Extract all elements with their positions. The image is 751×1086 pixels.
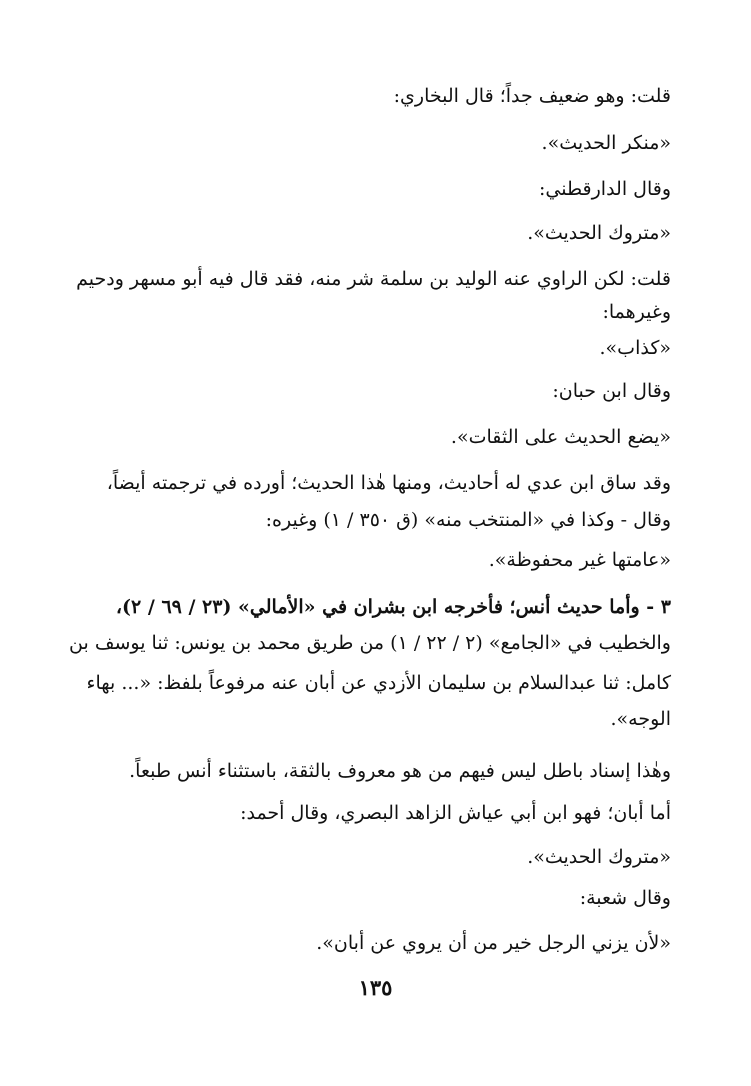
quote-line: «منكر الحديث». [541,132,671,154]
text-line: قلت: لكن الراوي عنه الوليد بن سلمة شر منه، فقد قال فيه أبو مسهر ودحيم [76,268,671,290]
text-line: وقد ساق ابن عدي له أحاديث، ومنها هٰذا الحديث؛ أورده في ترجمته أيضاً، [106,472,671,494]
quote-line: «متروك الحديث». [527,222,671,244]
text-line: الوجه». [610,708,671,730]
text-line: وقال - وكذا في «المنتخب منه» (ق ٣٥٠ / ١) وغيره: [265,509,671,531]
text-line: والخطيب في «الجامع» (٢ / ٢٢ / ١) من طريق محمد بن يونس: ثنا يوسف بن [69,632,671,654]
text-line: قلت: وهو ضعيف جداً؛ قال البخاري: [393,85,671,107]
text-line: ٣ - وأما حديث أنس؛ فأخرجه ابن بشران في «الأمالي» (٢٣ / ٦٩ / ٢)، [115,596,671,618]
text-line: وغيرهما: [602,301,671,323]
text-line: أما أبان؛ فهو ابن أبي عياش الزاهد البصري، وقال أحمد: [240,802,671,824]
quote-line: «كذاب». [599,337,671,359]
text-line: كامل: ثنا عبدالسلام بن سليمان الأزدي عن أبان عنه مرفوعاً بلفظ: «... بهاء [86,672,671,694]
text-line: وقال الدارقطني: [538,178,671,200]
page-number: ١٣٥ [358,975,393,1000]
quote-line: «يضع الحديث على الثقات». [450,426,671,448]
quote-line: «عامتها غير محفوظة». [488,549,671,571]
quote-line: «لأن يزني الرجل خير من أن يروي عن أبان». [316,932,671,954]
text-line: وقال ابن حبان: [552,380,671,402]
text-line: وهٰذا إسناد باطل ليس فيهم من هو معروف بالثقة، باستثناء أنس طبعاً. [129,760,671,782]
text-line: وقال شعبة: [579,887,671,909]
quote-line: «متروك الحديث». [527,846,671,868]
